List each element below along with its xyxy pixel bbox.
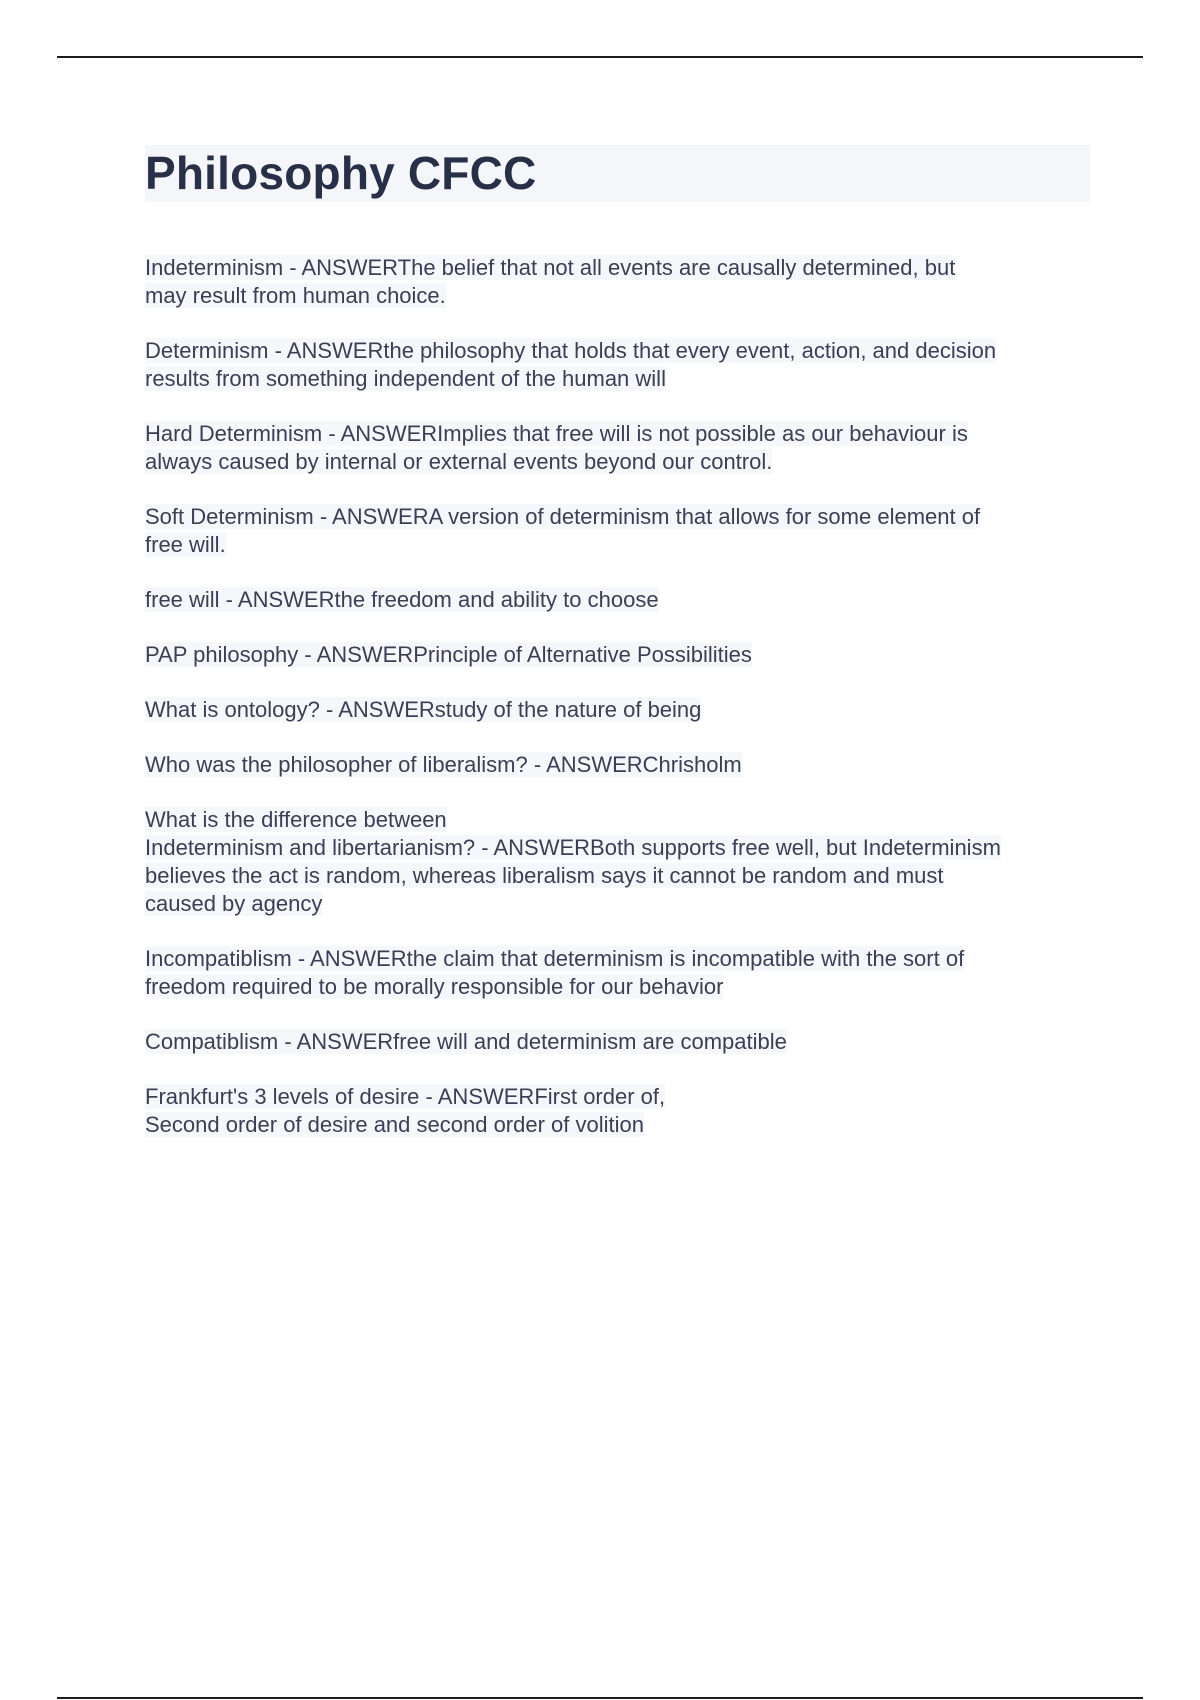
qa-entry-incompatiblism [145, 945, 1090, 1001]
qa-text: Incompatiblism - ANSWERthe claim that determinism is incompatible with the sort of freedom required to be morally responsible for our behavior [145, 946, 965, 999]
document-body [145, 145, 1090, 1166]
qa-entry-hard-determinism [145, 420, 1090, 476]
qa-entry-difference [145, 806, 1090, 918]
qa-text: PAP philosophy - ANSWERPrinciple of Alternative Possibilities [145, 642, 752, 667]
qa-text: Indeterminism - ANSWERThe belief that not all events are causally determined, but may result from human choice. [145, 255, 956, 308]
qa-text: Determinism - ANSWERthe philosophy that holds that every event, action, and decision results from something independent of the human will [145, 338, 997, 391]
qa-entry-pap-philosophy [145, 641, 1090, 669]
qa-entry-soft-determinism [145, 503, 1090, 559]
qa-text: Compatiblism - ANSWERfree will and determinism are compatible [145, 1029, 787, 1054]
qa-text: free will - ANSWERthe freedom and ability to choose [145, 587, 659, 612]
bottom-rule [57, 1697, 1143, 1699]
qa-text: What is ontology? - ANSWERstudy of the nature of being [145, 697, 702, 722]
qa-text: Hard Determinism - ANSWERImplies that free will is not possible as our behaviour is always caused by internal or external events beyond our control. [145, 421, 968, 474]
document-title: Philosophy CFCC [145, 147, 537, 199]
qa-text: Frankfurt's 3 levels of desire - ANSWERFirst order of, Second order of desire and second order of volition [145, 1084, 666, 1137]
qa-entry-liberalism-philosopher [145, 751, 1090, 779]
qa-text: Soft Determinism - ANSWERA version of determinism that allows for some element of free will. [145, 504, 981, 557]
qa-entry-indeterminism [145, 254, 1090, 310]
qa-entry-determinism [145, 337, 1090, 393]
qa-text: What is the difference between Indeterminism and libertarianism? - ANSWERBoth supports free well, but Indeterminism believes the act is random, whereas liberalism says it cannot be random and must caused by agency [145, 807, 1001, 916]
qa-entry-ontology [145, 696, 1090, 724]
qa-entry-frankfurt-desire [145, 1083, 1090, 1139]
qa-entry-compatiblism [145, 1028, 1090, 1056]
title-block [145, 145, 1090, 202]
top-rule [57, 56, 1143, 58]
qa-entry-free-will [145, 586, 1090, 614]
qa-list [145, 254, 1090, 1139]
qa-text: Who was the philosopher of liberalism? - ANSWERChrisholm [145, 752, 742, 777]
